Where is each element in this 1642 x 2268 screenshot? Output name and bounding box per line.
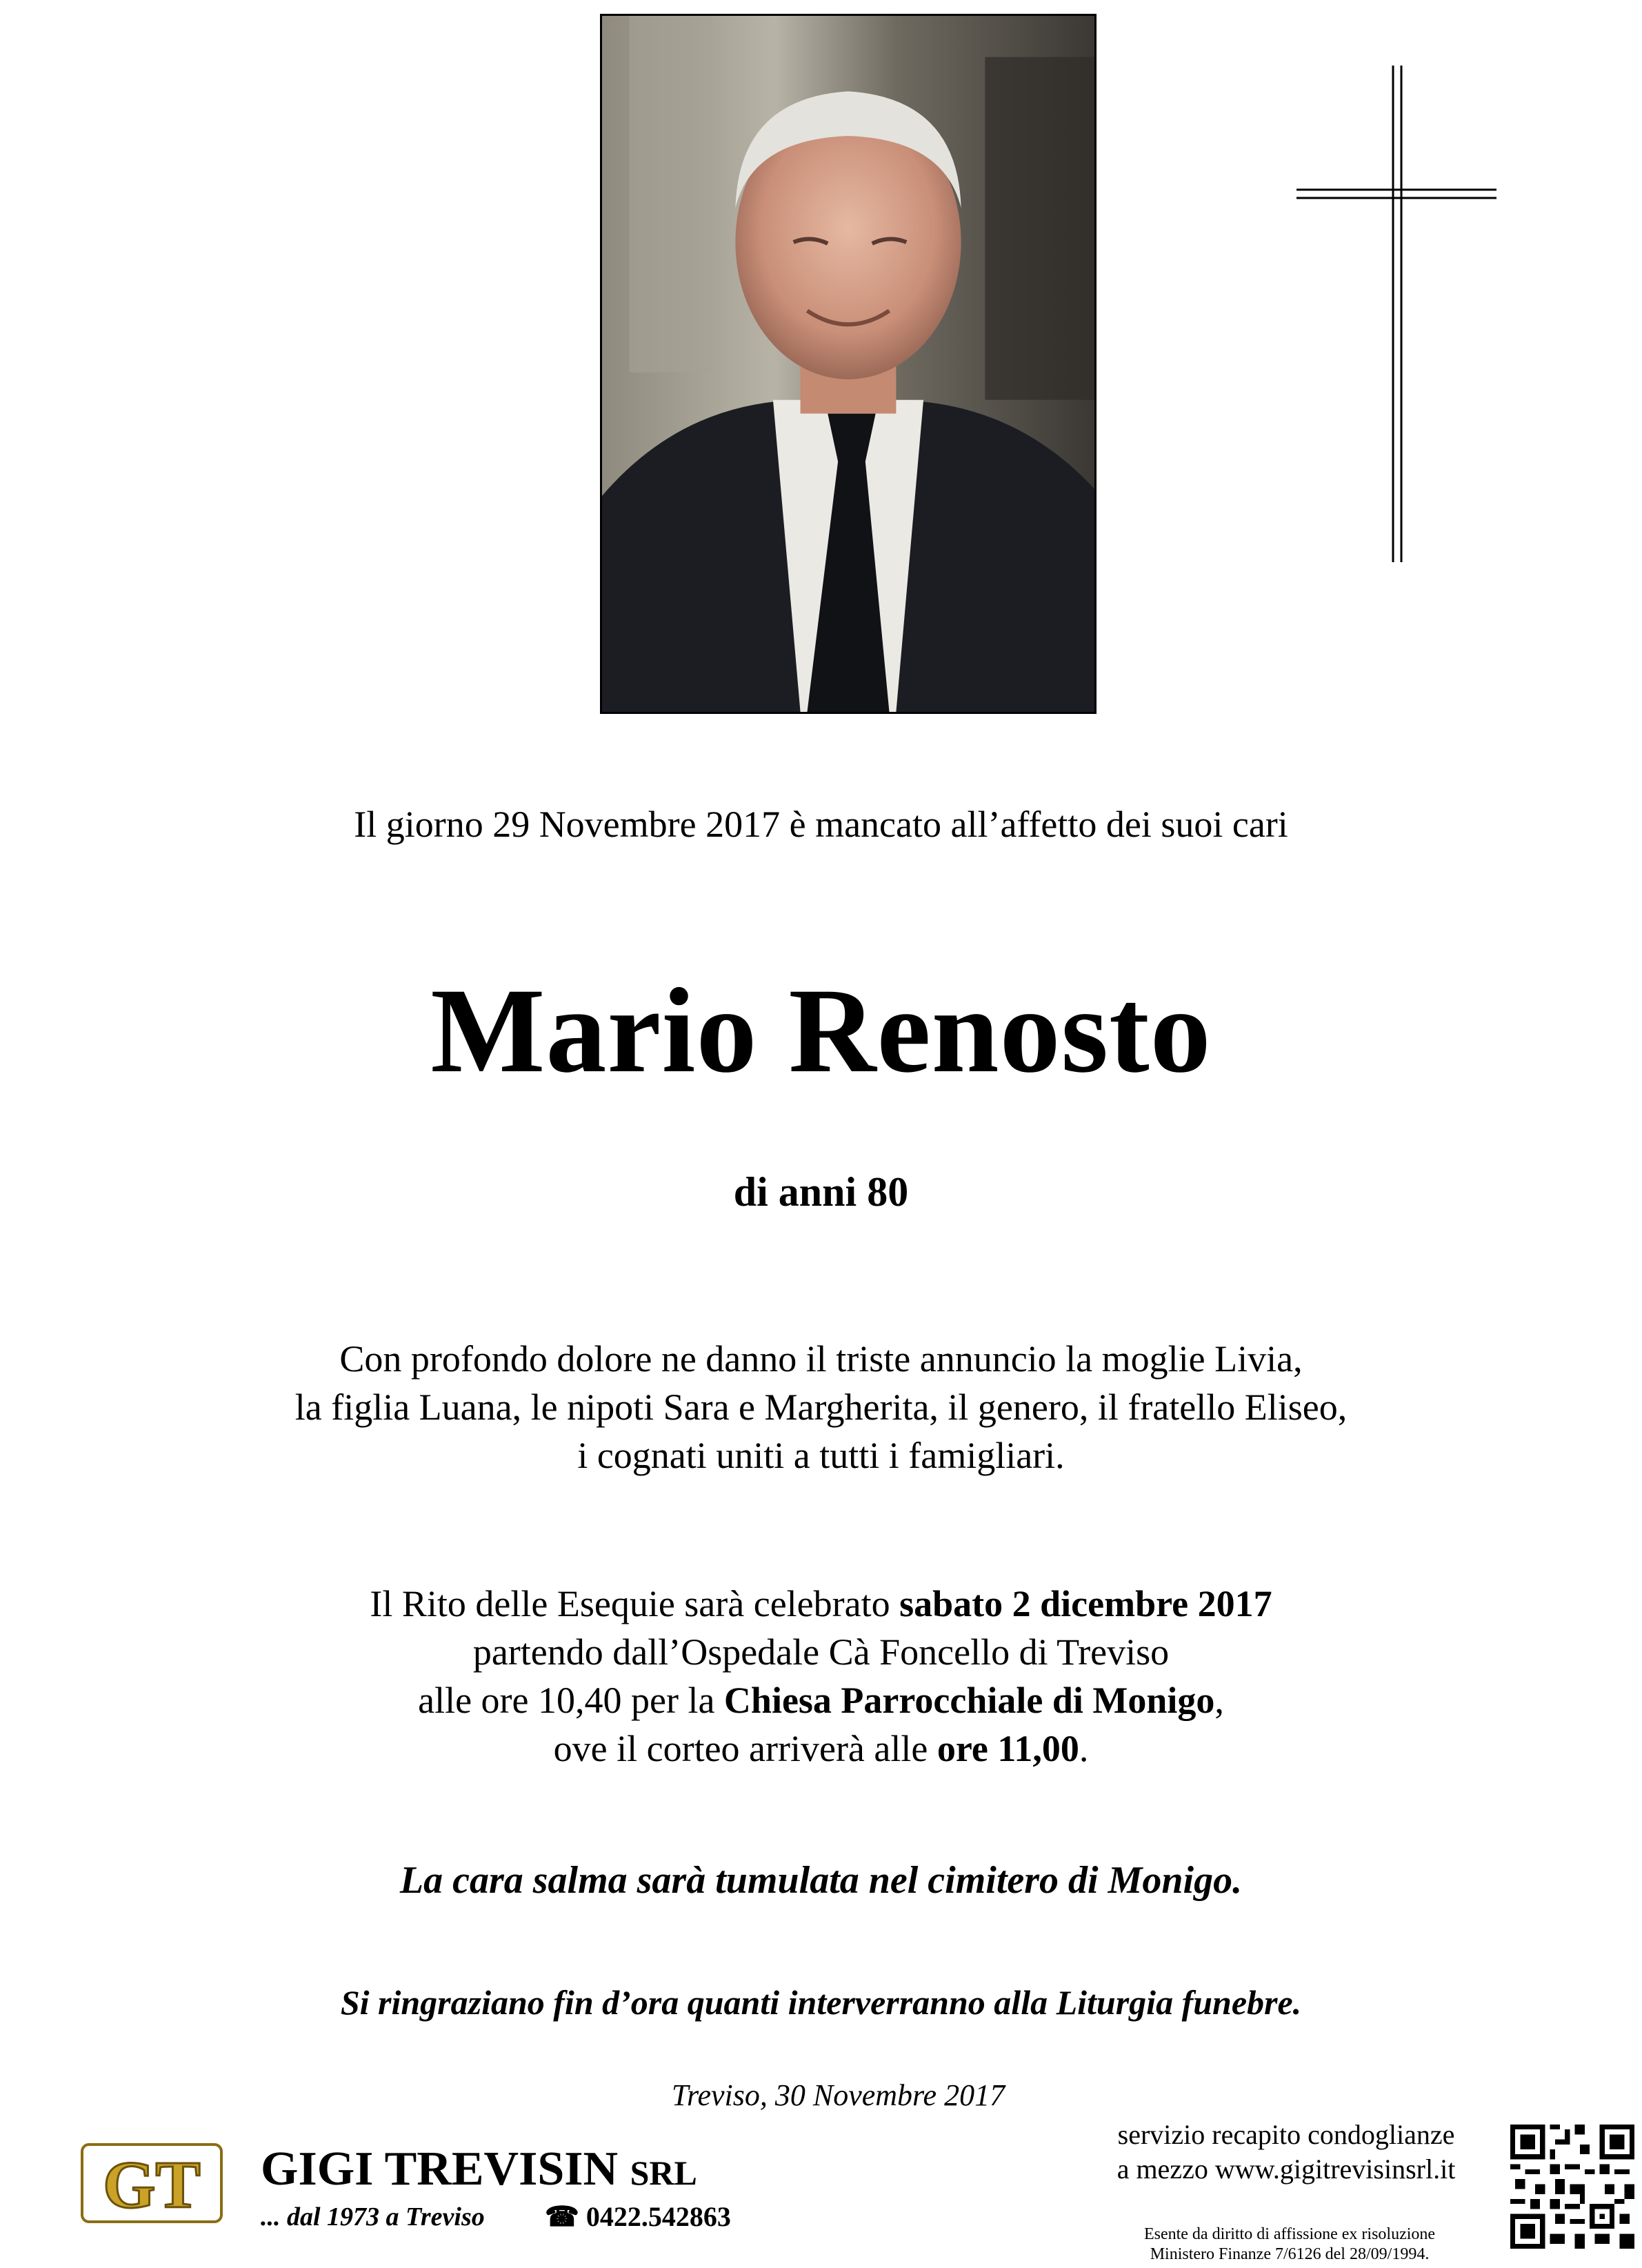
announcement-paragraph xyxy=(0,1335,1642,1480)
funeral-line xyxy=(0,1580,1642,1628)
phone-icon: ☎ xyxy=(545,2201,579,2232)
burial-text: La cara salma sarà tumulata nel cimitero di Monigo. xyxy=(399,1859,1243,1902)
company-since: ... dal 1973 a Treviso xyxy=(261,2202,485,2231)
announce-line: la figlia Luana, le nipoti Sara e Margherita, il genero, il fratello Eliseo, xyxy=(294,1386,1348,1428)
funeral-text: Il Rito delle Esequie sarà celebrato xyxy=(370,1583,900,1624)
exempt-line: Esente da diritto di affissione ex risoluzione xyxy=(1143,2225,1436,2243)
tax-exemption-note xyxy=(1097,2225,1483,2265)
announce-line: Con profondo dolore ne danno il triste annuncio la moglie Livia, xyxy=(339,1338,1303,1380)
funeral-text: alle ore 10,40 per la xyxy=(418,1680,724,1721)
funeral-line xyxy=(0,1676,1642,1724)
service-line: servizio recapito condoglianze xyxy=(1117,2119,1455,2150)
church-name: Chiesa Parrocchiale di Monigo xyxy=(723,1680,1215,1721)
service-website: a mezzo www.gigitrevisinsrl.it xyxy=(1117,2153,1456,2185)
punctuation: , xyxy=(1214,1680,1224,1721)
funeral-text: ove il corteo arriverà alle xyxy=(553,1728,937,1769)
portrait-photo xyxy=(600,14,1097,714)
announce-line: i cognati uniti a tutti i famigliari. xyxy=(577,1435,1065,1476)
phone-number: 0422.542863 xyxy=(585,2201,731,2232)
logo-text: GT xyxy=(103,2148,201,2222)
funeral-line xyxy=(0,1724,1642,1773)
exempt-line: Ministero Finanze 7/6126 del 28/09/1994. xyxy=(1150,2245,1430,2263)
company-suffix: SRL xyxy=(630,2153,697,2192)
funeral-paragraph xyxy=(0,1580,1642,1773)
condolence-service xyxy=(1072,2118,1500,2187)
company-phone xyxy=(545,2200,731,2234)
company-logo xyxy=(79,2142,224,2225)
funeral-date: sabato 2 dicembre 2017 xyxy=(899,1583,1272,1624)
deceased-name: Mario Renosto xyxy=(430,964,1212,1098)
arrival-time: ore 11,00 xyxy=(937,1728,1079,1769)
cross-icon xyxy=(1296,66,1496,562)
age-text: di anni 80 xyxy=(733,1169,909,1215)
thanks-text: Si ringraziano fin d’ora quanti interverranno alla Liturgia funebre. xyxy=(340,1983,1302,2022)
intro-text: Il giorno 29 Novembre 2017 è mancato all’affetto dei suoi cari xyxy=(354,804,1288,845)
company-name-text: GIGI TREVISIN xyxy=(261,2142,619,2196)
place-date: Treviso, 30 Novembre 2017 xyxy=(671,2078,1005,2112)
company-name xyxy=(261,2140,697,2202)
punctuation: . xyxy=(1079,1728,1089,1769)
funeral-line: partendo dall’Ospedale Cà Foncello di Treviso xyxy=(472,1631,1170,1673)
qr-code-icon xyxy=(1510,2125,1634,2249)
